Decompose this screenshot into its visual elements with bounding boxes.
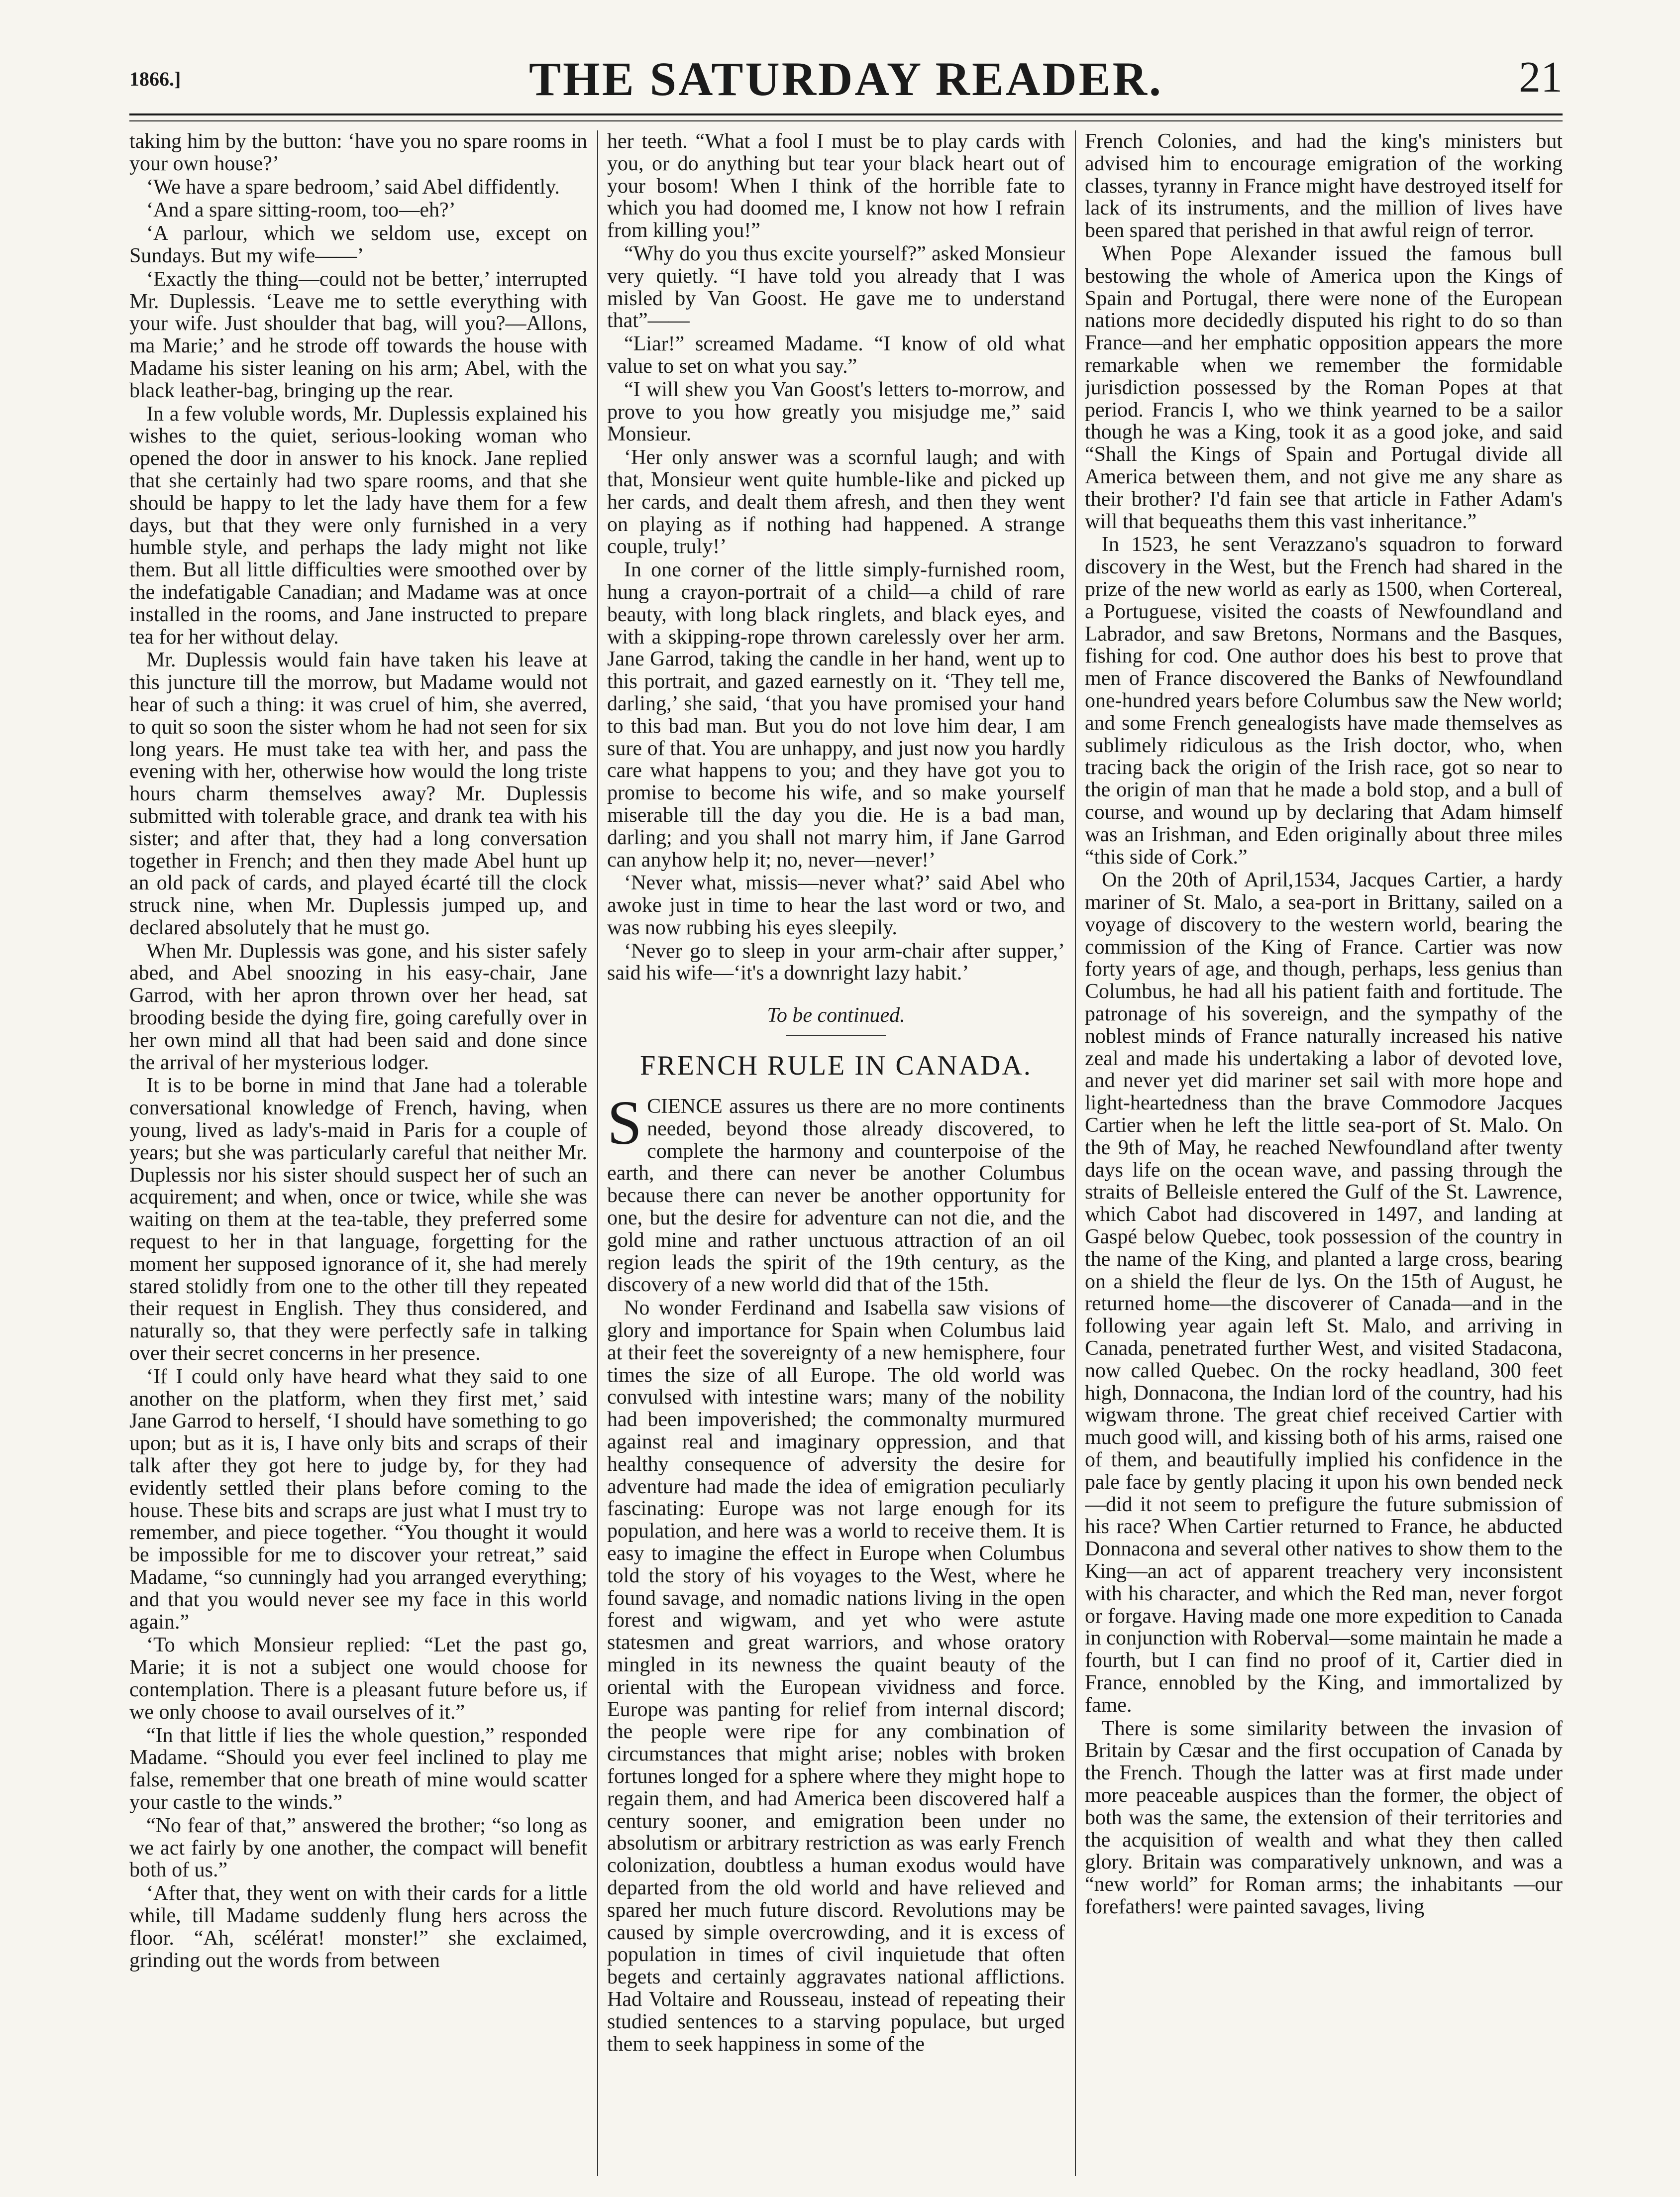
column-divider — [597, 130, 598, 2176]
masthead — [129, 47, 1563, 107]
paragraph: ‘Never what, missis—never what?’ said Abel who awoke just in time to hear the last word or two, and was now rubbing his eyes sleepily. — [607, 872, 1065, 939]
paragraph: When Mr. Duplessis was gone, and his sister safely abed, and Abel snoozing in his easy-chair, Jane Garrod, with her apron thrown over her head, sat brooding beside the dying fire, going carefully over in her own mind all that had been said and done since the arrival of her mysterious lodger. — [129, 939, 587, 1074]
paragraph: In 1523, he sent Verazzano's squadron to forward discovery in the West, but the French had shared in the prize of the new world as early as 1500, when Cortereal, a Portuguese, visited the coasts of Newfoundland and Labrador, and saw Bretons, Normans and the Basques, fishing for cod. One author does his best to prove that men of France discovered the Banks of Newfoundland one-hundred years before Columbus saw the New world; and some French genealogists have made themselves as sublimely ridiculous as the Irish doctor, who, when tracing back the origin of the Irish race, got so near to the origin of man that he made a bold stop, and a bull of course, and wound up by declaring that Adam himself was an Irishman, and Eden originally about three miles “this side of Cork.” — [1085, 533, 1563, 869]
paragraph: taking him by the button: ‘have you no spare rooms in your own house?’ — [129, 130, 587, 175]
article-opening — [607, 1089, 1065, 1297]
paragraph: In a few voluble words, Mr. Duplessis explained his wishes to the quiet, serious-looking woman who opened the door in answer to his knock. Jane replied that she certainly had two spare rooms, and that she should be happy to let the lady have them for a few days, but that they were only furnished in a very humble style, and perhaps the lady might not like them. But all little difficulties were smoothed over by the indefatigable Canadian; and Madame was at once installed in the rooms, and Jane instructed to prepare tea for her without delay. — [129, 402, 587, 649]
issue-date: 1866.] — [129, 68, 181, 90]
paragraph: In one corner of the little simply-furnished room, hung a crayon-portrait of a child—a child of rare beauty, with long black ringlets, and black eyes, and with a skipping-rope thrown carelessly over her arm. Jane Garrod, taking the candle in her hand, went up to this portrait, and gazed earnestly on it. ‘They tell me, darling,’ she said, ‘that you have promised your hand to this bad man. But you do not love him dear, I am sure of that. You are unhappy, and just now you hardly care what happens to you; and they have got you to promise to become his wife, and so make yourself miserable till the day you die. He is a bad man, darling; and you shall not marry him, if Jane Garrod can anyhow help it; no, never—never!’ — [607, 558, 1065, 872]
paragraph: “I will shew you Van Goost's letters to-morrow, and prove to you how greatly you misjudge me,” said Monsieur. — [607, 378, 1065, 446]
page-number: 21 — [1519, 53, 1563, 102]
drop-cap: S — [607, 1089, 642, 1158]
paragraph: ‘A parlour, which we seldom use, except on Sundays. But my wife——’ — [129, 222, 587, 267]
paragraph: “No fear of that,” answered the brother; “so long as we act fairly by one another, the compact will benefit both of us.” — [129, 1814, 587, 1882]
opening-text: CIENCE assures us there are no more continents needed, beyond those already discovered, to complete the harmony and counterpoise of the earth, and there can never be another Columbus because there can never be another opportunity for one, but the desire for adventure can not die, and the gold mine and rather unctuous attraction of an oil region leads the spirit of the 19th century, as the discovery of a new world did that of the 15th. — [607, 1095, 1065, 1297]
paragraph: ‘We have a spare bedroom,’ said Abel diffidently. — [146, 175, 560, 199]
paragraph: ‘Exactly the thing—could not be better,’ interrupted Mr. Duplessis. ‘Leave me to settle everything with your wife. Just shoulder that bag, will you?—Allons, ma Marie;’ and he strode off towards the house with Madame his sister leaning on his arm; Abel, with the black leather-bag, bringing up the rear. — [129, 267, 587, 402]
paragraph: ‘If I could only have heard what they said to one another on the platform, when they first met,’ said Jane Garrod to herself, ‘I should have something to go upon; but as it is, I have only bits and scraps of their talk after they got here to judge by, for they had evidently settled their plans before coming to the house. These bits and scraps are just what I must try to remember, and piece together. “You thought it would be impossible for me to discover your retreat,” said Madame, “so cunningly had you arranged everything; and that you would never see my face in this world again.” — [129, 1365, 587, 1634]
paragraph: “Why do you thus excite yourself?” asked Monsieur very quietly. “I have told you already that I was misled by Van Goost. He gave me to understand that”—— — [607, 242, 1065, 332]
paragraph: When Pope Alexander issued the famous bull bestowing the whole of America upon the Kings of Spain and Portugal, there were none of the European nations more decidedly disputed his right to do so than France—and her emphatic opposition appears the more remarkable when we remember the formidable jurisdiction possessed by the Roman Popes at that period. Francis I, who we think yearned to be a sailor though he was a King, took it as a good joke, and said “Shall the Kings of Spain and Portugal divide all America between them, and not give me any share as their brother? I'd fain see that article in Father Adam's will that bequeaths them this vast inheritance.” — [1085, 242, 1563, 533]
article-title: FRENCH RULE IN CANADA. — [640, 1050, 1032, 1082]
to-be-continued: To be continued. — [767, 1004, 905, 1027]
paragraph: French Colonies, and had the king's ministers but advised him to encourage emigration of the working classes, tyranny in France might have destroyed itself for lack of its instruments, and the million of lives have been spared that perished in that awful reign of terror. — [1085, 130, 1563, 242]
header-rule — [129, 113, 1563, 121]
column-3 — [1085, 130, 1563, 2176]
column-2 — [607, 130, 1065, 2176]
paragraph: “Liar!” screamed Madame. “I know of old what value to set on what you say.” — [607, 332, 1065, 378]
publication-title: THE SATURDAY READER. — [529, 52, 1163, 106]
paragraph: There is some similarity between the invasion of Britain by Cæsar and the first occupation of Canada by the French. Though the latter was at first made under more peaceable auspices than the former, the object of both was the same, the extension of their territories and the acquisition of wealth and what they then called glory. Britain was comparatively unknown, and was a “new world” for Roman arms; the inhabitants —our forefathers! were painted savages, living — [1085, 1717, 1563, 1918]
column-divider — [1075, 130, 1076, 2176]
paragraph: ‘Never go to sleep in your arm-chair after supper,’ said his wife—‘it's a downright lazy habit.’ — [607, 939, 1065, 985]
paragraph: ‘Her only answer was a scornful laugh; and with that, Monsieur went quite humble-like and picked up her cards, and dealt them afresh, and then they went on playing as if nothing had happened. A strange couple, truly!’ — [607, 446, 1065, 558]
paragraph: ‘To which Monsieur replied: “Let the past go, Marie; it is not a subject one would choose for contemplation. There is a pleasant future before us, if we only choose to avail ourselves of it.” — [129, 1634, 587, 1724]
paragraph: ‘And a spare sitting-room, too—eh?’ — [146, 199, 456, 222]
column-1 — [129, 130, 587, 2176]
paragraph: Mr. Duplessis would fain have taken his leave at this juncture till the morrow, but Madame would not hear of such a thing: it was cruel of him, she averred, to quit so soon the sister whom he had not seen for six long years. He must take tea with her, and pass the evening with her, otherwise how would the long triste hours charm themselves away? Mr. Duplessis submitted with tolerable grace, and drank tea with his sister; and after that, they had a long conversation together in French; and then they made Abel hunt up an old pack of cards, and played écarté till the clock struck nine, when Mr. Duplessis jumped up, and declared absolutely that he must go. — [129, 649, 587, 939]
paragraph: “In that little if lies the whole question,” responded Madame. “Should you ever feel inclined to play me false, remember that one breath of mine would scatter your castle to the winds.” — [129, 1724, 587, 1814]
paragraph: ‘After that, they went on with their cards for a little while, till Madame suddenly flung hers across the floor. “Ah, scélérat! monster!” she exclaimed, grinding out the words from between — [129, 1882, 587, 1972]
paragraph: On the 20th of April,1534, Jacques Cartier, a hardy mariner of St. Malo, a sea-port in Brittany, sailed on a voyage of discovery to the western world, bearing the commission of the King of France. Cartier was now forty years of age, and though, perhaps, less genius than Columbus, he had all his patient faith and fortitude. The patronage of his sovereign, and the sympathy of the noblest minds of France naturally increased his native zeal and made his undertaking a labor of devoted love, and never yet did mariner set sail with more hope and light-heartedness than the brave Commodore Jacques Cartier when he left the little sea-port of St. Malo. On the 9th of May, he reached Newfoundland after twenty days life on the ocean wave, and passing through the straits of Belleisle entered the Gulf of the St. Lawrence, which Cabot had discovered in 1497, and landing at Gaspé below Quebec, took possession of the country in the name of the King, and planted a large cross, bearing on a shield the fleur de lys. On the 15th of August, he returned home—the discoverer of Canada—and in the following year again left St. Malo, and arriving in Canada, penetrated further West, and visited Stadacona, now called Quebec. On the rocky headland, 300 feet high, Donnacona, the Indian lord of the country, had his wigwam throne. The great chief received Cartier with much good will, and kissing both of his arms, raised one of them, and beautifully implied his confidence in the pale face by gently placing it upon his own bended neck—did it not seem to prefigure the future submission of his race? When Cartier returned to France, he abducted Donnacona and several other natives to show them to the King—an act of apparent treachery very inconsistent with his character, and which the Red man, never forgot or forgave. Having made one more expedition to Canada in conjunction with Roberval—some maintain he made a fourth, but I can find no proof of it, Cartier died in France, ennobled by the King, and immortalized by fame. — [1085, 869, 1563, 1717]
paragraph: It is to be borne in mind that Jane had a tolerable conversational knowledge of French, having, when young, lived as lady's-maid in Paris for a couple of years; but she was particularly careful that neither Mr. Duplessis nor his sister should suspect her of such an acquirement; and when, once or twice, while she was waiting on them at the tea-table, they preferred some request to her in that language, forgetting for the moment her supposed ignorance of it, she had merely stared stolidly from one to the other till they repeated their request in English. They thus considered, and naturally so, that they were perfectly safe in talking over their secret concerns in her presence. — [129, 1074, 587, 1365]
section-divider — [786, 1035, 886, 1036]
paragraph: her teeth. “What a fool I must be to play cards with you, or do anything but tear your black heart out of your bosom! When I think of the horrible fate to which you had doomed me, I know not how I refrain from killing you!” — [607, 130, 1065, 242]
paragraph: No wonder Ferdinand and Isabella saw visions of glory and importance for Spain when Columbus laid at their feet the sovereignty of a new hemisphere, four times the size of all Europe. The old world was convulsed with intestine wars; many of the nobility had been impoverished; the commonalty murmured against real and imaginary oppression, and that healthy consequence of adversity the desire for adventure had made the idea of emigration peculiarly fascinating: Europe was not large enough for its population, and here was a world to receive them. It is easy to imagine the effect in Europe when Columbus told the story of his voyages to the West, where he found savage, and nomadic nations living in the open forest and wigwam, and yet who were astute statesmen and great warriors, and whose oratory mingled in its newness the quaint beauty of the oriental with the European vividness and force. Europe was panting for relief from internal discord; the people were ripe for any combination of circumstances that might arise; nobles with broken fortunes longed for a sphere where they might hope to regain them, and had America been discovered half a century sooner, and emigration been under no absolutism or arbitrary restriction as was early French colonization, doubtless a human exodus would have departed from the old world and have relieved and spared her much future discord. Revolutions may be caused by simple overcrowding, and it is excess of population in times of civil inquietude that often begets and certainly aggravates national afflictions. Had Voltaire and Rousseau, instead of repeating their studied sentences to a starving populace, but urged them to seek happiness in some of the — [607, 1297, 1065, 2056]
